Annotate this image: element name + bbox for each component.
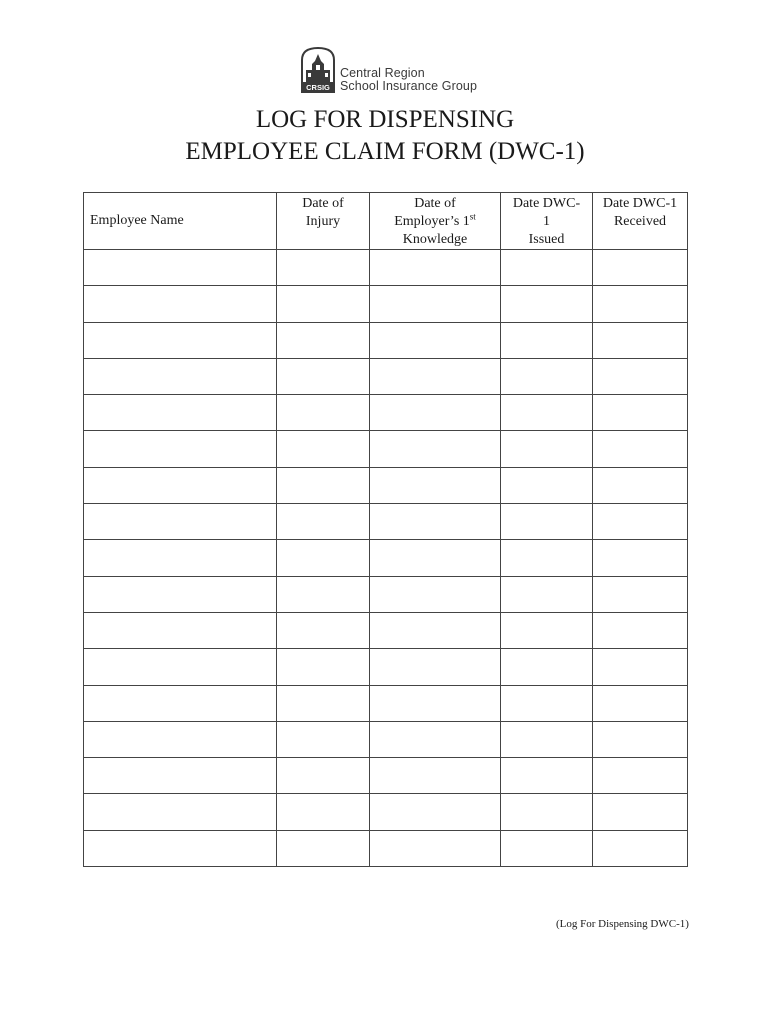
date-of-injury-cell[interactable]	[277, 794, 370, 830]
dwc1-received-date-cell[interactable]	[593, 758, 688, 794]
dwc1-issued-date-cell[interactable]	[501, 649, 593, 685]
dwc1-received-date-cell[interactable]	[593, 358, 688, 394]
employer-knowledge-date-cell[interactable]	[370, 250, 501, 286]
employer-knowledge-date-cell[interactable]	[370, 431, 501, 467]
dwc1-received-date-cell[interactable]	[593, 250, 688, 286]
employee-name-cell[interactable]	[84, 649, 277, 685]
employee-name-cell[interactable]	[84, 612, 277, 648]
employee-name-cell[interactable]	[84, 540, 277, 576]
footer-form-id: (Log For Dispensing DWC-1)	[556, 918, 689, 930]
employee-name-cell[interactable]	[84, 721, 277, 757]
employee-name-cell[interactable]	[84, 685, 277, 721]
employer-knowledge-date-cell[interactable]	[370, 540, 501, 576]
header-date-dwc1-issued: Date DWC- 1 Issued	[501, 193, 593, 250]
dwc1-received-date-cell[interactable]	[593, 794, 688, 830]
header-date-dwc1-received: Date DWC-1 Received	[593, 193, 688, 250]
logo-mark-text: CRSIG	[306, 83, 330, 92]
dwc1-issued-date-cell[interactable]	[501, 504, 593, 540]
employee-name-cell[interactable]	[84, 395, 277, 431]
dwc1-issued-date-cell[interactable]	[501, 540, 593, 576]
employer-knowledge-date-cell[interactable]	[370, 358, 501, 394]
table-row	[84, 431, 688, 467]
employee-name-cell[interactable]	[84, 286, 277, 322]
date-of-injury-cell[interactable]	[277, 612, 370, 648]
employee-name-cell[interactable]	[84, 467, 277, 503]
table-row	[84, 540, 688, 576]
table-row	[84, 758, 688, 794]
dwc1-issued-date-cell[interactable]	[501, 576, 593, 612]
employee-name-cell[interactable]	[84, 758, 277, 794]
employer-knowledge-date-cell[interactable]	[370, 612, 501, 648]
date-of-injury-cell[interactable]	[277, 540, 370, 576]
employer-knowledge-date-cell[interactable]	[370, 504, 501, 540]
dwc1-received-date-cell[interactable]	[593, 286, 688, 322]
dwc1-issued-date-cell[interactable]	[501, 467, 593, 503]
date-of-injury-cell[interactable]	[277, 649, 370, 685]
date-of-injury-cell[interactable]	[277, 250, 370, 286]
employer-knowledge-date-cell[interactable]	[370, 467, 501, 503]
table-row	[84, 830, 688, 866]
date-of-injury-cell[interactable]	[277, 395, 370, 431]
dwc1-received-date-cell[interactable]	[593, 685, 688, 721]
date-of-injury-cell[interactable]	[277, 504, 370, 540]
dwc1-received-date-cell[interactable]	[593, 322, 688, 358]
employer-knowledge-date-cell[interactable]	[370, 576, 501, 612]
employee-name-cell[interactable]	[84, 504, 277, 540]
date-of-injury-cell[interactable]	[277, 358, 370, 394]
date-of-injury-cell[interactable]	[277, 286, 370, 322]
employer-knowledge-date-cell[interactable]	[370, 830, 501, 866]
table-row	[84, 649, 688, 685]
employer-knowledge-date-cell[interactable]	[370, 649, 501, 685]
date-of-injury-cell[interactable]	[277, 467, 370, 503]
table-row	[84, 721, 688, 757]
form-title-line-1: LOG FOR DISPENSING	[255, 106, 515, 133]
dwc1-received-date-cell[interactable]	[593, 576, 688, 612]
table-row	[84, 504, 688, 540]
header-employee-name: Employee Name	[84, 193, 277, 250]
employee-name-cell[interactable]	[84, 250, 277, 286]
crsig-logo	[300, 46, 490, 98]
dwc1-received-date-cell[interactable]	[593, 504, 688, 540]
dwc1-issued-date-cell[interactable]	[501, 395, 593, 431]
employer-knowledge-date-cell[interactable]	[370, 758, 501, 794]
dwc1-issued-date-cell[interactable]	[501, 794, 593, 830]
employee-name-cell[interactable]	[84, 794, 277, 830]
dwc1-received-date-cell[interactable]	[593, 649, 688, 685]
form-title-line-2: EMPLOYEE CLAIM FORM (DWC-1)	[185, 138, 585, 165]
date-of-injury-cell[interactable]	[277, 830, 370, 866]
employee-name-cell[interactable]	[84, 431, 277, 467]
table-row	[84, 794, 688, 830]
employer-knowledge-date-cell[interactable]	[370, 721, 501, 757]
table-row	[84, 395, 688, 431]
logo-wordmark	[340, 67, 477, 93]
header-date-of-employer-knowledge: Date of Employer’s 1st Knowledge	[370, 193, 501, 250]
dwc1-issued-date-cell[interactable]	[501, 322, 593, 358]
logo-line-2: School Insurance Group	[340, 79, 478, 93]
dwc1-issued-date-cell[interactable]	[501, 431, 593, 467]
table-row	[84, 358, 688, 394]
employer-knowledge-date-cell[interactable]	[370, 395, 501, 431]
date-of-injury-cell[interactable]	[277, 322, 370, 358]
employer-knowledge-date-cell[interactable]	[370, 286, 501, 322]
dwc1-issued-date-cell[interactable]	[501, 250, 593, 286]
table-header-row	[84, 193, 688, 250]
table-row	[84, 612, 688, 648]
header-date-of-injury: Date of Injury	[277, 193, 370, 250]
logo-line-1: Central Region	[340, 66, 425, 80]
dwc1-issued-date-cell[interactable]	[501, 286, 593, 322]
date-of-injury-cell[interactable]	[277, 685, 370, 721]
dwc1-received-date-cell[interactable]	[593, 431, 688, 467]
schoolhouse-logo-icon	[300, 46, 336, 94]
dwc1-issued-date-cell[interactable]	[501, 721, 593, 757]
dwc1-received-date-cell[interactable]	[593, 721, 688, 757]
dwc1-issued-date-cell[interactable]	[501, 758, 593, 794]
table-row	[84, 250, 688, 286]
employee-name-cell[interactable]	[84, 322, 277, 358]
table-row	[84, 685, 688, 721]
dwc1-received-date-cell[interactable]	[593, 830, 688, 866]
employee-name-cell[interactable]	[84, 830, 277, 866]
employer-knowledge-date-cell[interactable]	[370, 322, 501, 358]
date-of-injury-cell[interactable]	[277, 721, 370, 757]
dwc1-received-date-cell[interactable]	[593, 540, 688, 576]
dwc1-received-date-cell[interactable]	[593, 612, 688, 648]
employer-knowledge-date-cell[interactable]	[370, 794, 501, 830]
dwc1-issued-date-cell[interactable]	[501, 358, 593, 394]
table-row	[84, 467, 688, 503]
dwc1-received-date-cell[interactable]	[593, 467, 688, 503]
employer-knowledge-date-cell[interactable]	[370, 685, 501, 721]
table-row	[84, 286, 688, 322]
date-of-injury-cell[interactable]	[277, 758, 370, 794]
employee-name-cell[interactable]	[84, 576, 277, 612]
dwc1-issued-date-cell[interactable]	[501, 830, 593, 866]
table-row	[84, 576, 688, 612]
dwc1-issued-date-cell[interactable]	[501, 612, 593, 648]
dwc1-issued-date-cell[interactable]	[501, 685, 593, 721]
employee-name-cell[interactable]	[84, 358, 277, 394]
dwc1-received-date-cell[interactable]	[593, 395, 688, 431]
date-of-injury-cell[interactable]	[277, 431, 370, 467]
dispensing-log-table	[83, 192, 688, 867]
date-of-injury-cell[interactable]	[277, 576, 370, 612]
table-row	[84, 322, 688, 358]
